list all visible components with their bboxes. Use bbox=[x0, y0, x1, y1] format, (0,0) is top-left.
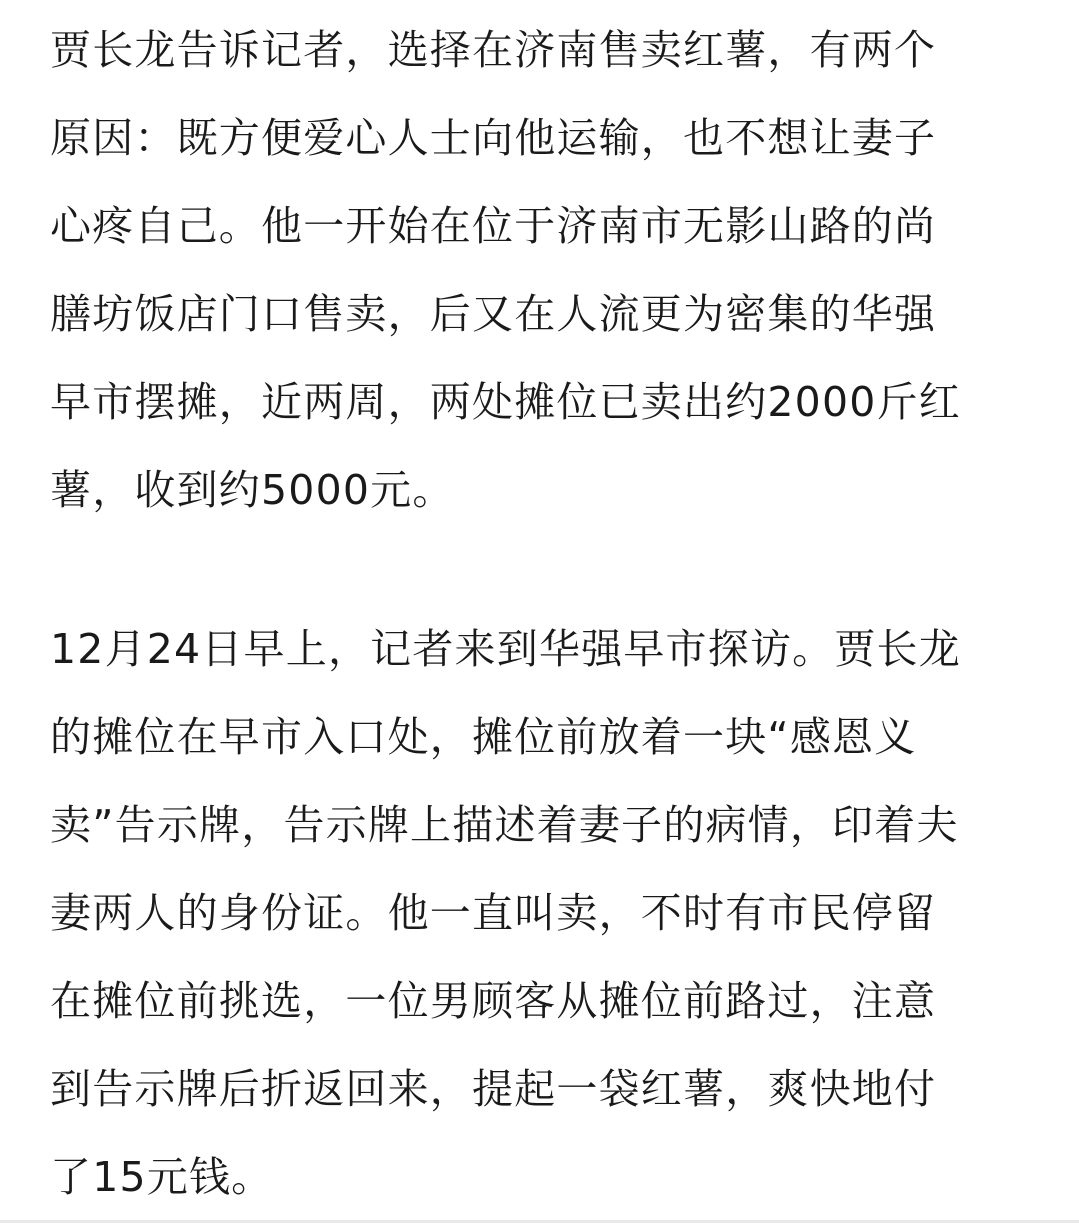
article-body bbox=[50, 0, 1040, 1215]
text-line: 薯，收到约5000元。 bbox=[50, 466, 455, 514]
text-line: 到告示牌后折返回来，提起一袋红薯，爽快地付 bbox=[50, 1065, 937, 1113]
text-line: 的摊位在早市入口处，摊位前放着一块“感恩义 bbox=[50, 713, 917, 761]
text-line: 早市摆摊，近两周，两处摊位已卖出约2000斤红 bbox=[50, 378, 961, 426]
text-line: 了15元钱。 bbox=[50, 1153, 274, 1201]
text-line: 膳坊饭店门口售卖，后又在人流更为密集的华强 bbox=[50, 290, 937, 338]
text-line: 原因：既方便爱心人士向他运输，也不想让妻子 bbox=[50, 114, 937, 162]
text-line: 心疼自己。他一开始在位于济南市无影山路的尚 bbox=[50, 202, 937, 250]
paragraph-1 bbox=[50, 6, 1040, 534]
text-line: 卖”告示牌，告示牌上描述着妻子的病情，印着夫 bbox=[50, 801, 959, 849]
text-line: 贾长龙告诉记者，选择在济南售卖红薯，有两个 bbox=[50, 26, 937, 74]
text-line: 在摊位前挑选，一位男顾客从摊位前路过，注意 bbox=[50, 977, 937, 1025]
text-line: 12月24日早上，记者来到华强早市探访。贾长龙 bbox=[50, 625, 961, 673]
text-line: 妻两人的身份证。他一直叫卖，不时有市民停留 bbox=[50, 889, 937, 937]
paragraph-2 bbox=[50, 605, 1040, 1221]
